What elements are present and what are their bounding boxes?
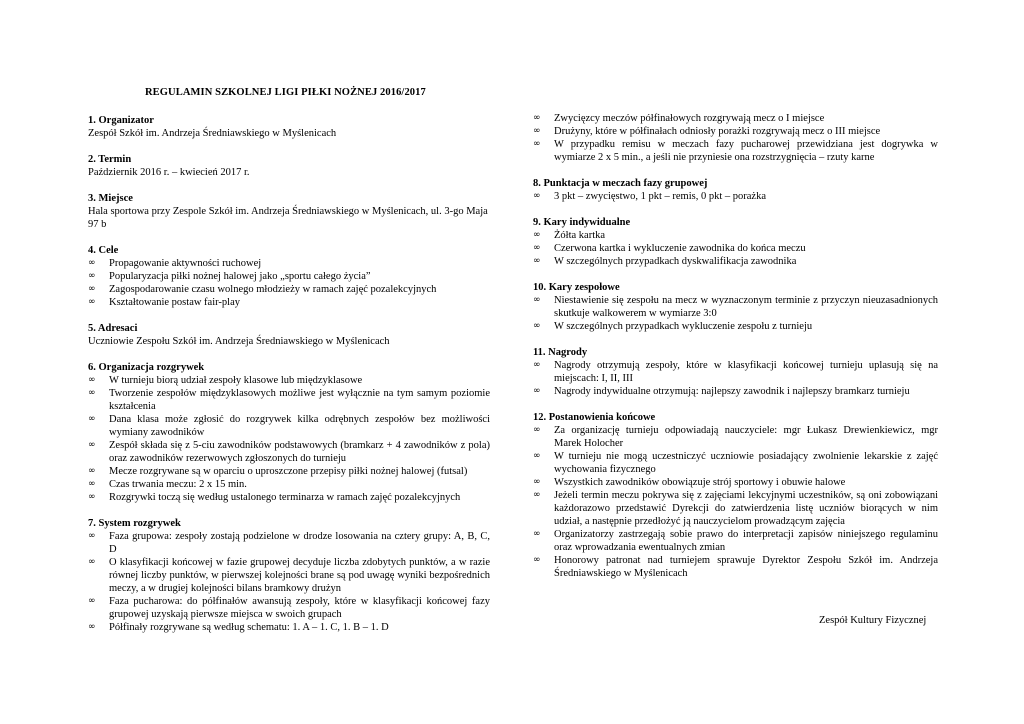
infinity-bullet-icon: ∞ [533,126,541,136]
section-text: Hala sportowa przy Zespole Szkół im. Andrzeja Średniawskiego w Myślenicach, ul. 3-go Maja 97 b [88,206,488,230]
infinity-bullet-icon: ∞ [88,258,96,268]
list-item-text: Propagowanie aktywności ruchowej [109,258,262,269]
list-item-text: W szczególnych przypadkach wykluczenie zespołu z turnieju [554,321,813,332]
bullet-list [533,229,938,268]
section-1-organizator [88,114,490,140]
infinity-bullet-icon: ∞ [533,425,541,435]
section-heading: 4. Cele [88,245,119,256]
section-text: Zespół Szkół im. Andrzeja Średniawskiego w Myślenicach [88,128,337,139]
bullet-list [533,190,938,203]
infinity-bullet-icon: ∞ [88,466,96,476]
list-item-text: Nagrody otrzymują zespoły, które w klasyfikacji końcowej turnieju uplasują się na miejscach: I, II, III [554,360,938,384]
bullet-list [533,112,938,164]
bullet-list [88,257,490,309]
infinity-bullet-icon: ∞ [88,557,96,567]
signature: Zespół Kultury Fizycznej [819,615,927,626]
infinity-bullet-icon: ∞ [88,440,96,450]
list-item-text: Rozgrywki toczą się według ustalonego terminarza w ramach zajęć pozalekcyjnych [109,492,461,503]
infinity-bullet-icon: ∞ [533,490,541,500]
list-item [533,242,938,255]
list-item [88,491,490,504]
infinity-bullet-icon: ∞ [533,295,541,305]
list-item-text: Popularyzacja piłki nożnej halowej jako „sportu całego życia” [109,271,371,282]
list-item [88,296,490,309]
infinity-bullet-icon: ∞ [533,191,541,201]
document-title: REGULAMIN SZKOLNEJ LIGI PIŁKI NOŻNEJ 2016/2017 [145,87,426,98]
section-heading: 1. Organizator [88,115,154,126]
infinity-bullet-icon: ∞ [88,271,96,281]
list-item [533,294,938,320]
infinity-bullet-icon: ∞ [533,555,541,565]
section-heading: 9. Kary indywidualne [533,217,631,228]
list-item [533,125,938,138]
list-item [533,320,938,333]
list-item [88,270,490,283]
section-heading: 3. Miejsce [88,193,133,204]
list-item [88,556,490,595]
list-item-text: Niestawienie się zespołu na mecz w wyznaczonym terminie z przyczyn nieuzasadnionych skutkuje walkowerem w wymiarze 3:0 [554,295,938,319]
infinity-bullet-icon: ∞ [533,477,541,487]
section-4-cele [88,244,490,309]
bullet-list [88,530,490,634]
left-column [88,114,490,634]
infinity-bullet-icon: ∞ [88,479,96,489]
list-item-text: W szczególnych przypadkach dyskwalifikacja zawodnika [554,256,797,267]
list-item [533,450,938,476]
section-10-kary-zespolowe [533,281,938,333]
infinity-bullet-icon: ∞ [533,529,541,539]
section-heading: 10. Kary zespołowe [533,282,620,293]
list-item [88,257,490,270]
infinity-bullet-icon: ∞ [88,622,96,632]
list-item-text: Zagospodarowanie czasu wolnego młodzieży w ramach zajęć pozalekcyjnych [109,284,437,295]
section-heading: 7. System rozgrywek [88,518,181,529]
infinity-bullet-icon: ∞ [88,531,96,541]
list-item [533,476,938,489]
list-item-text: Drużyny, które w półfinałach odniosły porażki rozgrywają mecz o III miejsce [554,126,881,137]
section-heading: 8. Punktacja w meczach fazy grupowej [533,178,708,189]
list-item-text: Dana klasa może zgłosić do rozgrywek kilka odrębnych zespołów bez możliwości wymiany zawodników [109,414,490,438]
section-2-termin [88,153,490,179]
list-item-text: Tworzenie zespołów międzyklasowych możliwe jest wyłącznie na tym samym poziomie kształcenia [109,388,490,412]
list-item [533,112,938,125]
list-item-text: Nagrody indywidualne otrzymują: najlepszy zawodnik i najlepszy bramkarz turnieju [554,386,910,397]
section-3-miejsce [88,192,490,231]
list-item [533,255,938,268]
list-item-text: Honorowy patronat nad turniejem sprawuje Dyrektor Zespołu Szkół im. Andrzeja Średniawskiego w Myślenicach [554,555,938,579]
list-item [533,138,938,164]
list-item-text: Jeżeli termin meczu pokrywa się z zajęciami lekcyjnymi uczestników, są oni zobowiązani każdorazowo przedstawić Dyrekcji do zatwierdzenia listę uczniów biorących w nim udział, a następnie przedłożyć ją nauczycielom prowadzącym zajęcia [554,490,938,527]
list-item-text: 3 pkt – zwycięstwo, 1 pkt – remis, 0 pkt – porażka [554,191,766,202]
infinity-bullet-icon: ∞ [88,388,96,398]
list-item [88,530,490,556]
infinity-bullet-icon: ∞ [533,386,541,396]
list-item [88,595,490,621]
list-item-text: W turnieju biorą udział zespoły klasowe lub międzyklasowe [109,375,363,386]
list-item [533,229,938,242]
list-item-text: O klasyfikacji końcowej w fazie grupowej decyduje liczba zdobytych punktów, a w razie równej liczby punktów, w pierwszej kolejności brane są pod uwagę wyniki bezpośrednich meczy, a w drugiej kolejności bilans bramkowy drużyn [109,557,490,594]
list-item [533,528,938,554]
list-item-text: Zespół składa się z 5-ciu zawodników podstawowych (bramkarz + 4 zawodników z pola) oraz zawodników rezerwowych zgłoszonych do turnieju [109,440,490,464]
bullet-list [533,424,938,580]
section-heading: 5. Adresaci [88,323,138,334]
list-item-text: W przypadku remisu w meczach fazy pucharowej przewidziana jest dogrywka w wymiarze 2 x 5 min., a jeśli nie przyniesie ona rozstrzygnięcia – rzuty karne [554,139,938,163]
infinity-bullet-icon: ∞ [88,284,96,294]
section-5-adresaci [88,322,490,348]
section-12-postanowienia-koncowe [533,411,938,580]
list-item [533,190,938,203]
infinity-bullet-icon: ∞ [533,243,541,253]
list-item [88,413,490,439]
bullet-list [88,374,490,504]
section-9-kary-indywidualne [533,216,938,268]
infinity-bullet-icon: ∞ [533,113,541,123]
list-item [533,359,938,385]
infinity-bullet-icon: ∞ [533,451,541,461]
infinity-bullet-icon: ∞ [88,297,96,307]
infinity-bullet-icon: ∞ [533,360,541,370]
section-heading: 6. Organizacja rozgrywek [88,362,205,373]
list-item-text: Wszystkich zawodników obowiązuje strój sportowy i obuwie halowe [554,477,846,488]
list-item-text: Faza pucharowa: do półfinałów awansują zespoły, które w klasyfikacji końcowej fazy grupowej uzyskają pierwsze miejsca w swoich grupach [109,596,490,620]
list-item-text: Zwycięzcy meczów półfinałowych rozgrywają mecz o I miejsce [554,113,825,124]
list-item-text: Czerwona kartka i wykluczenie zawodnika do końca meczu [554,243,806,254]
list-item-text: Czas trwania meczu: 2 x 15 min. [109,479,247,490]
bullet-list [533,294,938,333]
list-item [88,439,490,465]
infinity-bullet-icon: ∞ [88,596,96,606]
list-item [533,489,938,528]
section-6-organizacja-rozgrywek [88,361,490,504]
list-item [533,424,938,450]
section-8-punktacja-w-meczach-fazy-grupowej [533,177,938,203]
section-text: Uczniowie Zespołu Szkół im. Andrzeja Średniawskiego w Myślenicach [88,336,390,347]
infinity-bullet-icon: ∞ [533,321,541,331]
list-item-text: W turnieju nie mogą uczestniczyć uczniowie posiadający zwolnienie lekarskie z zajęć wychowania fizycznego [554,451,938,475]
list-item [88,621,490,634]
section-heading: 12. Postanowienia końcowe [533,412,656,423]
list-item-text: Mecze rozgrywane są w oparciu o uproszczone przepisy piłki nożnej halowej (futsal) [109,466,468,477]
infinity-bullet-icon: ∞ [88,414,96,424]
list-item-text: Za organizację turnieju odpowiadają nauczyciele: mgr Łukasz Drewienkiewicz, mgr Marek Holocher [554,425,938,449]
section-11-nagrody [533,346,938,398]
infinity-bullet-icon: ∞ [88,492,96,502]
section-heading: 2. Termin [88,154,132,165]
list-item [533,554,938,580]
section-7-system-rozgrywek [88,517,490,634]
list-item [88,478,490,491]
bullet-list [533,359,938,398]
right-column [533,112,938,580]
list-item-text: Kształtowanie postaw fair-play [109,297,240,308]
list-item [88,374,490,387]
list-item [88,283,490,296]
list-item [533,385,938,398]
list-item [88,387,490,413]
infinity-bullet-icon: ∞ [533,256,541,266]
list-item-text: Półfinały rozgrywane są według schematu: 1. A – 1. C, 1. B – 1. D [109,622,389,633]
section-section-0 [533,112,938,164]
infinity-bullet-icon: ∞ [88,375,96,385]
infinity-bullet-icon: ∞ [533,230,541,240]
list-item-text: Organizatorzy zastrzegają sobie prawo do interpretacji zapisów niniejszego regulaminu oraz wprowadzania ewentualnych zmian [554,529,938,553]
section-heading: 11. Nagrody [533,347,588,358]
section-text: Październik 2016 r. – kwiecień 2017 r. [88,167,250,178]
list-item-text: Żółta kartka [554,230,606,241]
list-item-text: Faza grupowa: zespoły zostają podzielone w drodze losowania na cztery grupy: A, B, C, D [109,531,490,555]
infinity-bullet-icon: ∞ [533,139,541,149]
list-item [88,465,490,478]
